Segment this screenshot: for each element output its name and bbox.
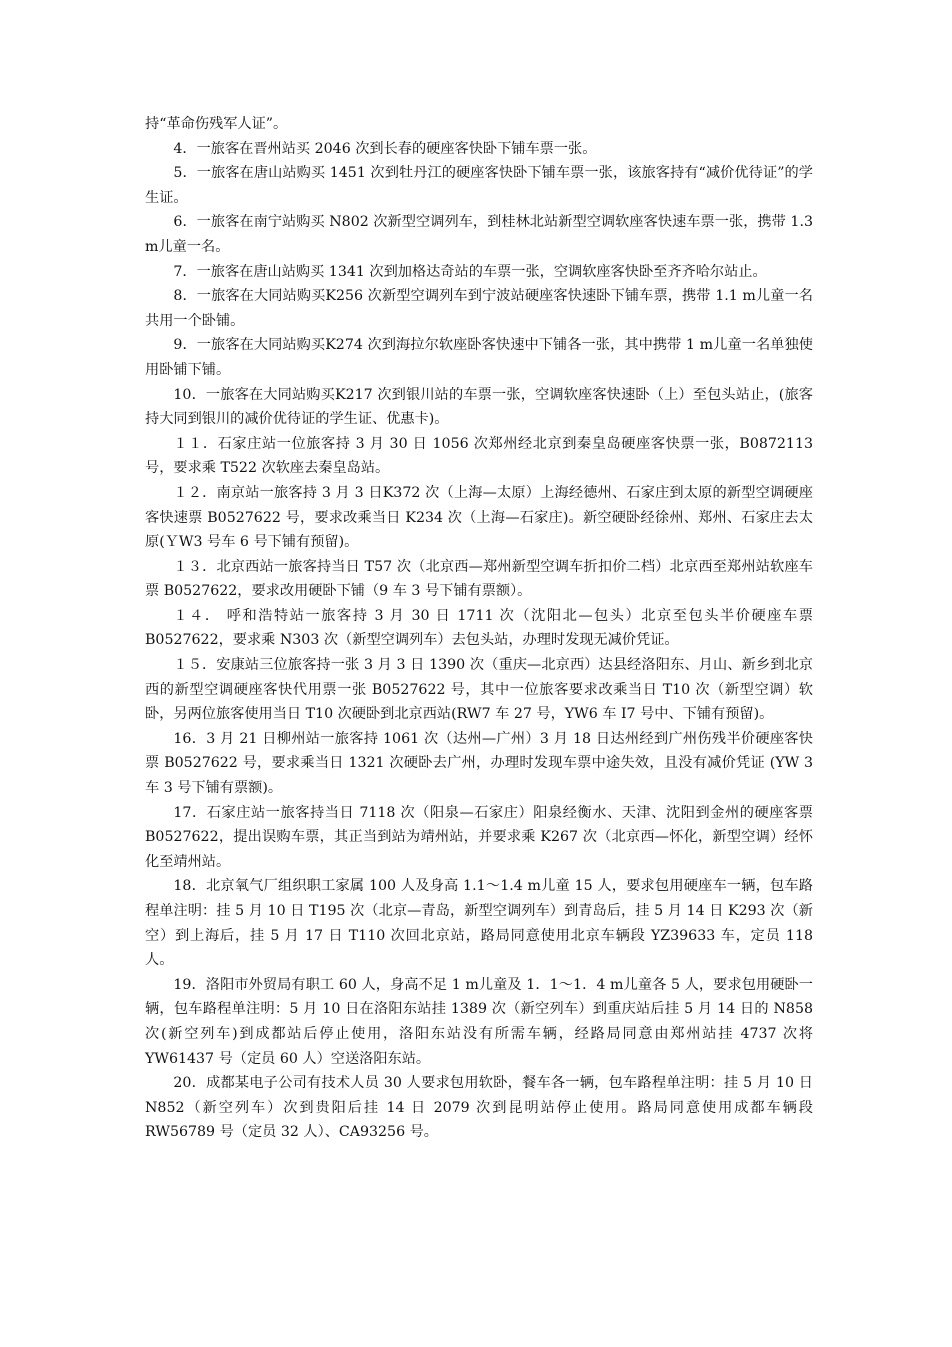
exercise-item-18: 18．北京氧气厂组织职工家属 100 人及身高 1.1～1.4 m儿童 15 人，要求包用硬座车一辆，包车路程单注明：挂 5 月 10 日 T195 次（北京—青岛，新型空调列车）到青岛后，挂 5 月 14 日 K293 次（新空）到上海后，挂 5 月 17 日 T110 次回北京站，路局同意使用北京车辆段 YZ39633 车，定员 118 人。 <box>145 878 813 969</box>
exercise-item-8: 8．一旅客在大同站购买K256 次新型空调列车到宁波站硬座客快速卧下铺车票，携带 1.1 m儿童一名共用一个卧铺。 <box>145 288 813 329</box>
exercise-item-6: 6．一旅客在南宁站购买 N802 次新型空调列车，到桂林北站新型空调软座客快速车票一张，携带 1.3 m儿童一名。 <box>145 214 813 255</box>
exercise-item-16: 16．3 月 21 日柳州站一旅客持 1061 次（达州—广州）3 月 18 日达州经到广州伤残半价硬座客快票 B0527622 号，要求乘当日 1321 次硬卧去广州，办理时发现车票中途失效，且没有减价凭证 (YW 3 车 3 号下铺有票额)。 <box>145 730 813 797</box>
document-page <box>145 112 813 1145</box>
exercise-item-9: 9．一旅客在大同站购买K274 次到海拉尔软座卧客快速中下铺各一张，其中携带 1 m儿童一名单独使用卧铺下铺。 <box>145 337 813 378</box>
exercise-item-11: １１．石家庄站一位旅客持 3 月 30 日 1056 次郑州经北京到秦皇岛硬座客快票一张，B0872113 号，要求乘 T522 次软座去秦皇岛站。 <box>145 435 813 477</box>
exercise-item-13: １３．北京西站一旅客持当日 T57 次（北京西—郑州新型空调车折扣价二档）北京西至郑州站软座车票 B0527622，要求改用硬卧下铺（9 车 3 号下铺有票额）。 <box>145 558 813 600</box>
exercise-item-4: 4．一旅客在晋州站买 2046 次到长春的硬座客快卧下铺车票一张。 <box>173 140 597 157</box>
paragraph-continuation: 持“革命伤残军人证”。 <box>145 116 288 132</box>
exercise-item-17: 17．石家庄站一旅客持当日 7118 次（阳泉—石家庄）阳泉经衡水、天津、沈阳到金州的硬座客票 B0527622，提出误购车票，其正当到站为靖州站，并要求乘 K267 次（北京西—怀化，新型空调）经怀化至靖州站。 <box>145 804 813 870</box>
exercise-item-12: １２．南京站一旅客持 3 月 3 日K372 次（上海—太原）上海经德州、石家庄到太原的新型空调硬座客快速票 B0527622 号，要求改乘当日 K234 次（上海—石家庄)。新空硬卧经徐州、郑州、石家庄去太原(ＹW3 号车 6 号下铺有预留)。 <box>145 484 813 551</box>
exercise-item-14: １４． 呼和浩特站一旅客持 3 月 30 日 1711 次（沈阳北—包头）北京至包头半价硬座车票 B0527622，要求乘 N303 次（新型空调列车）去包头站，办理时发现无减价凭证。 <box>145 607 813 649</box>
exercise-item-15: １５．安康站三位旅客持一张 3 月 3 日 1390 次（重庆—北京西）达县经洛阳东、月山、新乡到北京西的新型空调硬座客快代用票一张 B0527622 号，其中一位旅客要求改乘当日 T10 次（新型空调）软卧，另两位旅客使用当日 T10 次硬卧到北京西站(RW7 车 27 号，YW6 车 I7 号中、下铺有预留)。 <box>145 657 813 723</box>
exercise-item-19: 19．洛阳市外贸局有职工 60 人，身高不足 1 m儿童及 1．1～1．4 m儿童各 5 人，要求包用硬卧一辆，包车路程单注明：5 月 10 日在洛阳东站挂 1389 次（新空列车）到重庆站后挂 5 月 14 日的 N858 次(新空列车)到成都站后停止使用，洛阳东站没有所需车辆，经路局同意由郑州站挂 4737 次将 YW61437 号（定员 60 人）空送洛阳东站。 <box>145 976 813 1067</box>
exercise-item-7: 7．一旅客在唐山站购买 1341 次到加格达奇站的车票一张，空调软座客快卧至齐齐哈尔站止。 <box>173 263 767 280</box>
exercise-item-5: 5．一旅客在唐山站购买 1451 次到牡丹江的硬座客快卧下铺车票一张，该旅客持有“减价优待证”的学生证。 <box>145 165 813 206</box>
exercise-item-20: 20．成都某电子公司有技术人员 30 人要求包用软卧，餐车各一辆，包车路程单注明：挂 5 月 10 日 N852（新空列车）次到贵阳后挂 14 日 2079 次到昆明站停止使用。路局同意使用成都车辆段 RW56789 号（定员 32 人）、CA93256 号。 <box>145 1075 813 1141</box>
exercise-item-10: 10．一旅客在大同站购买K217 次到银川站的车票一张，空调软座客快速卧（上）至包头站止，(旅客持大同到银川的减价优待证的学生证、优惠卡)。 <box>145 386 813 428</box>
